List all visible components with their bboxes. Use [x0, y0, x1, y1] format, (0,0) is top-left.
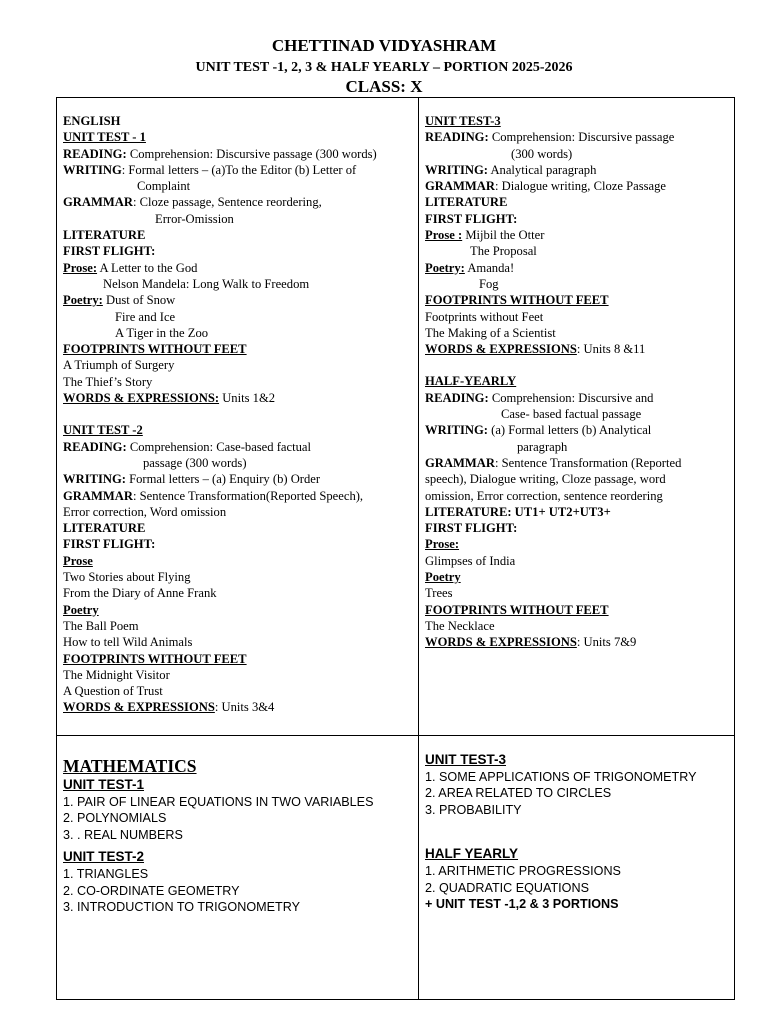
ut1-grammar-cont: Error-Omission — [155, 211, 234, 226]
ut1-words: WORDS & EXPRESSIONS: Units 1&2 — [63, 391, 276, 406]
school-title: CHETTINAD VIDYASHRAM — [271, 36, 497, 55]
ut2-prose-label: Prose — [63, 553, 93, 568]
ut3-literature: LITERATURE — [425, 195, 508, 210]
ut2-fp-2: A Question of Trust — [63, 684, 163, 699]
math-left-cell — [63, 755, 373, 916]
ut2-poetry-1: The Ball Poem — [63, 618, 139, 633]
ut2-prose-2: From the Diary of Anne Frank — [63, 586, 217, 601]
math-ut2-title: UNIT TEST-2 — [63, 849, 145, 865]
math-ut3-item: 1. SOME APPLICATIONS OF TRIGONOMETRY — [425, 769, 697, 784]
ut3-fp-1: Footprints without Feet — [425, 309, 544, 324]
english-subject: ENGLISH — [63, 114, 121, 128]
math-ut1-item: 3. . REAL NUMBERS — [63, 827, 183, 842]
ut3-words: WORDS & EXPRESSIONS: Units 8 &11 — [425, 342, 646, 357]
ut2-writing: WRITING: Formal letters – (a) Enquiry (b) Order — [63, 472, 321, 487]
ut1-footprints: FOOTPRINTS WITHOUT FEET — [63, 342, 247, 357]
ut1-poetry-2: Fire and Ice — [115, 309, 176, 324]
english-left-cell — [63, 113, 377, 716]
math-ut2-item: 1. TRIANGLES — [63, 866, 149, 881]
math-ut1-item: 1. PAIR OF LINEAR EQUATIONS IN TWO VARIABLES — [63, 794, 374, 809]
hy-words: WORDS & EXPRESSIONS: Units 7&9 — [425, 635, 637, 650]
math-ut3-item: 2. AREA RELATED TO CIRCLES — [425, 786, 612, 801]
ut2-reading-cont: passage (300 words) — [143, 455, 247, 470]
ut2-reading: READING: Comprehension: Case-based factual — [63, 439, 311, 454]
hy-grammar: GRAMMAR: Sentence Transformation (Reported — [425, 455, 682, 470]
ut3-prose: Prose : Mijbil the Otter — [425, 228, 545, 243]
ut2-title: UNIT TEST -2 — [63, 423, 143, 438]
math-ut3-item: 3. PROBABILITY — [425, 802, 522, 817]
class-title: CLASS: X — [345, 77, 423, 96]
math-hy-item: 2. QUADRATIC EQUATIONS — [425, 880, 589, 895]
ut3-reading: READING: Comprehension: Discursive passage — [425, 130, 675, 145]
ut3-prose-2: The Proposal — [470, 244, 537, 259]
ut1-literature: LITERATURE — [63, 228, 146, 243]
ut3-poetry: Poetry: Amanda! — [425, 260, 515, 275]
hy-reading: READING: Comprehension: Discursive and — [425, 390, 654, 405]
ut1-writing-cont: Complaint — [137, 179, 191, 194]
ut1-first-flight: FIRST FLIGHT: — [63, 244, 156, 259]
ut1-grammar: GRAMMAR: Cloze passage, Sentence reordering, — [63, 195, 322, 210]
english-right-cell — [425, 113, 681, 651]
hy-grammar-2: speech), Dialogue writing, Cloze passage, word — [425, 472, 666, 487]
math-hy-note: + UNIT TEST -1,2 & 3 PORTIONS — [425, 897, 619, 912]
ut1-prose: Prose: A Letter to the God — [63, 260, 198, 275]
hy-footprints: FOOTPRINTS WITHOUT FEET — [425, 602, 609, 617]
ut1-title: UNIT TEST - 1 — [63, 130, 146, 145]
ut2-literature: LITERATURE — [63, 521, 146, 536]
hy-grammar-3: omission, Error correction, sentence reordering — [425, 488, 663, 503]
ut2-poetry-label: Poetry — [63, 602, 99, 617]
ut3-grammar: GRAMMAR: Dialogue writing, Cloze Passage — [425, 179, 666, 194]
ut3-footprints: FOOTPRINTS WITHOUT FEET — [425, 293, 609, 308]
hy-prose-label: Prose: — [425, 537, 460, 552]
math-hy-title: HALF YEARLY — [425, 846, 519, 862]
ut1-fp-2: The Thief’s Story — [63, 374, 153, 389]
math-ut2-item: 2. CO-ORDINATE GEOMETRY — [63, 883, 240, 898]
ut3-writing: WRITING: Analytical paragraph — [425, 162, 597, 177]
math-subject: MATHEMATICS — [63, 756, 197, 776]
hy-writing: WRITING: (a) Formal letters (b) Analytical — [425, 423, 652, 438]
ut2-first-flight: FIRST FLIGHT: — [63, 537, 156, 552]
table-divider-vertical — [418, 97, 419, 1000]
ut3-title: UNIT TEST-3 — [425, 114, 501, 128]
hy-reading-cont: Case- based factual passage — [501, 407, 642, 422]
math-hy-item: 1. ARITHMETIC PROGRESSIONS — [425, 863, 621, 878]
ut2-poetry-2: How to tell Wild Animals — [63, 635, 193, 650]
hy-literature: LITERATURE: UT1+ UT2+UT3+ — [425, 504, 611, 519]
ut3-reading-cont: (300 words) — [511, 146, 573, 161]
ut3-first-flight: FIRST FLIGHT: — [425, 211, 518, 226]
ut1-prose-2: Nelson Mandela: Long Walk to Freedom — [103, 276, 310, 291]
ut2-footprints: FOOTPRINTS WITHOUT FEET — [63, 651, 247, 666]
ut1-fp-1: A Triumph of Surgery — [63, 358, 175, 373]
hy-title: HALF-YEARLY — [425, 374, 517, 389]
hy-fp-1: The Necklace — [425, 618, 495, 633]
ut1-poetry-3: A Tiger in the Zoo — [115, 325, 209, 340]
ut2-words: WORDS & EXPRESSIONS: Units 3&4 — [63, 700, 275, 715]
hy-poetry-1: Trees — [425, 586, 453, 601]
ut3-poetry-2: Fog — [479, 276, 499, 291]
ut2-prose-1: Two Stories about Flying — [63, 570, 191, 585]
hy-writing-cont: paragraph — [517, 439, 568, 454]
ut1-poetry: Poetry: Dust of Snow — [63, 293, 176, 308]
math-ut1-title: UNIT TEST-1 — [63, 777, 145, 792]
portion-title: UNIT TEST -1, 2, 3 & HALF YEARLY – PORTION 2025-2026 — [195, 60, 573, 75]
ut1-writing: WRITING: Formal letters – (a)To the Editor (b) Letter of — [63, 162, 357, 177]
math-ut3-title: UNIT TEST-3 — [425, 752, 507, 767]
table-divider-horizontal — [56, 735, 735, 736]
ut2-grammar: GRAMMAR: Sentence Transformation(Reported Speech), — [63, 488, 364, 503]
math-ut1-item: 2. POLYNOMIALS — [63, 811, 167, 826]
math-ut2-item: 3. INTRODUCTION TO TRIGONOMETRY — [63, 900, 300, 915]
ut2-fp-1: The Midnight Visitor — [63, 667, 170, 682]
hy-prose-1: Glimpses of India — [425, 553, 516, 568]
hy-first-flight: FIRST FLIGHT: — [425, 521, 518, 536]
ut1-reading: READING: Comprehension: Discursive passage (300 words) — [63, 146, 377, 161]
ut3-fp-2: The Making of a Scientist — [425, 325, 556, 340]
hy-poetry-label: Poetry — [425, 570, 461, 585]
math-right-cell — [425, 752, 697, 913]
ut2-grammar-cont: Error correction, Word omission — [63, 504, 227, 519]
